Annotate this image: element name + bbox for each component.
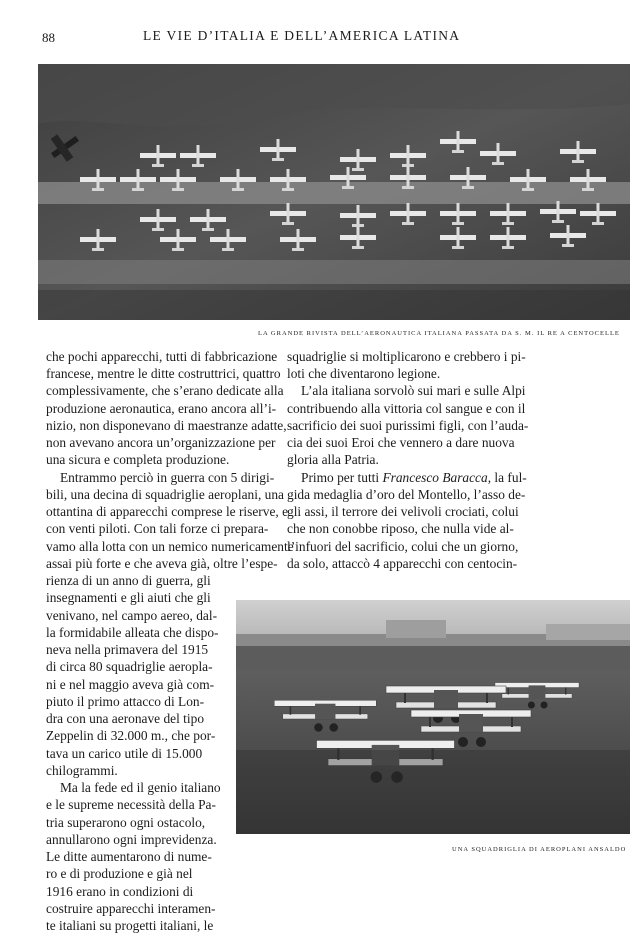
text-line: ni e nel maggio aveva già com- bbox=[46, 677, 215, 692]
text-line: vamo alla lotta con un nemico numericamente bbox=[46, 539, 294, 554]
text-line: Le ditte aumentarono di nume- bbox=[46, 849, 212, 864]
text-line: Entrammo perciò in guerra con 5 dirigi- bbox=[60, 470, 275, 485]
text-line: e le supreme necessità della Pa- bbox=[46, 797, 216, 812]
text-line: produzione aeronautica, erano ancora all’i- bbox=[46, 401, 277, 416]
text-fragment: , la ful- bbox=[487, 470, 527, 485]
aerial-review-photo bbox=[38, 64, 630, 320]
text-line: te italiani su progetti italiani, le bbox=[46, 918, 214, 933]
text-line: rienza di un anno di guerra, gli bbox=[46, 573, 211, 588]
text-line: sacrificio dei suoi purissimi figli, con l’auda- bbox=[287, 418, 529, 433]
text-line: di circa 80 squadriglie aeropla- bbox=[46, 659, 213, 674]
top-photo-caption: LA GRANDE RIVISTA DELL’AERONAUTICA ITALIANA PASSATA DA S. M. IL RE A CENTOCELLE bbox=[258, 330, 620, 337]
text-line: insegnamenti e gli aiuti che gli bbox=[46, 590, 211, 605]
text-line: una sicura e completa produzione. bbox=[46, 452, 230, 467]
text-line: che non conobbe riposo, che nulla vide al- bbox=[287, 521, 514, 536]
text-line: piuto il primo attacco di Lon- bbox=[46, 694, 205, 709]
text-line: gli assi, il terrore dei velivoli crociati, colui bbox=[287, 504, 519, 519]
text-line: annullarono ogni imprevidenza. bbox=[46, 832, 217, 847]
text-line: neva nella primavera del 1915 bbox=[46, 642, 209, 657]
text-line: contribuendo alla vittoria col sangue e con il bbox=[287, 401, 526, 416]
text-line: chilogrammi. bbox=[46, 763, 118, 778]
text-line: 1916 erano in condizioni di bbox=[46, 884, 194, 899]
text-line: L’ala italiana sorvolò sui mari e sulle Alpi bbox=[301, 383, 526, 398]
text-line: che pochi apparecchi, tutti di fabbricazione bbox=[46, 349, 278, 364]
text-line: assai più forte e che aveva già, oltre l’espe- bbox=[46, 556, 278, 571]
text-line bbox=[301, 469, 527, 486]
text-line: cia dei suoi Eroi che vennero a dare nuova bbox=[287, 435, 515, 450]
text-line: con venti piloti. Con tali forze ci prepara- bbox=[46, 521, 269, 536]
bottom-photo-caption: UNA SQUADRIGLIA DI AEROPLANI ANSALDO bbox=[452, 846, 627, 853]
text-line: francese, mentre le ditte costruttrici, quattro bbox=[46, 366, 281, 381]
text-line: non avevano ancora un’organizzazione per bbox=[46, 435, 276, 450]
person-name: Francesco Baracca bbox=[382, 470, 488, 485]
text-line: complessivamente, che s’erano dedicate alla bbox=[46, 383, 284, 398]
text-line: ottantina di apparecchi comprese le riserve, e bbox=[46, 504, 289, 519]
text-line: dra con una aeronave del tipo bbox=[46, 711, 205, 726]
text-line: Zeppelin di 32.000 m., che por- bbox=[46, 728, 216, 743]
text-line: nizio, non disponevano di maestranze adatte, bbox=[46, 418, 287, 433]
squadron-photo bbox=[236, 600, 630, 834]
running-title: LE VIE D’ITALIA E DELL’AMERICA LATINA bbox=[143, 28, 461, 43]
text-line: tava un carico utile di 15.000 bbox=[46, 746, 203, 761]
text-line: ro e di produzione e già nel bbox=[46, 866, 193, 881]
text-line: tria superarono ogni ostacolo, bbox=[46, 815, 206, 830]
text-line: Ma la fede ed il genio italiano bbox=[60, 780, 221, 795]
text-line: la formidabile alleata che dispo- bbox=[46, 625, 219, 640]
text-line: da solo, attaccò 4 apparecchi con centocin- bbox=[287, 556, 518, 571]
text-line: venivano, nel campo aereo, dal- bbox=[46, 608, 218, 623]
text-line: gloria alla Patria. bbox=[287, 452, 379, 467]
text-fragment: Primo per tutti bbox=[301, 470, 383, 485]
text-line: l’infuori del sacrificio, colui che un giorno, bbox=[287, 539, 519, 554]
text-line: squadriglie si moltiplicarono e crebbero i pi- bbox=[287, 349, 526, 364]
text-line: loti che diventarono legione. bbox=[287, 366, 441, 381]
text-line: costruire apparecchi interamen- bbox=[46, 901, 216, 916]
page-number: 88 bbox=[42, 30, 55, 45]
text-line: bili, una decina di squadriglie aeroplani, una bbox=[46, 487, 284, 502]
text-line: gida medaglia d’oro del Montello, l’asso de- bbox=[287, 487, 526, 502]
